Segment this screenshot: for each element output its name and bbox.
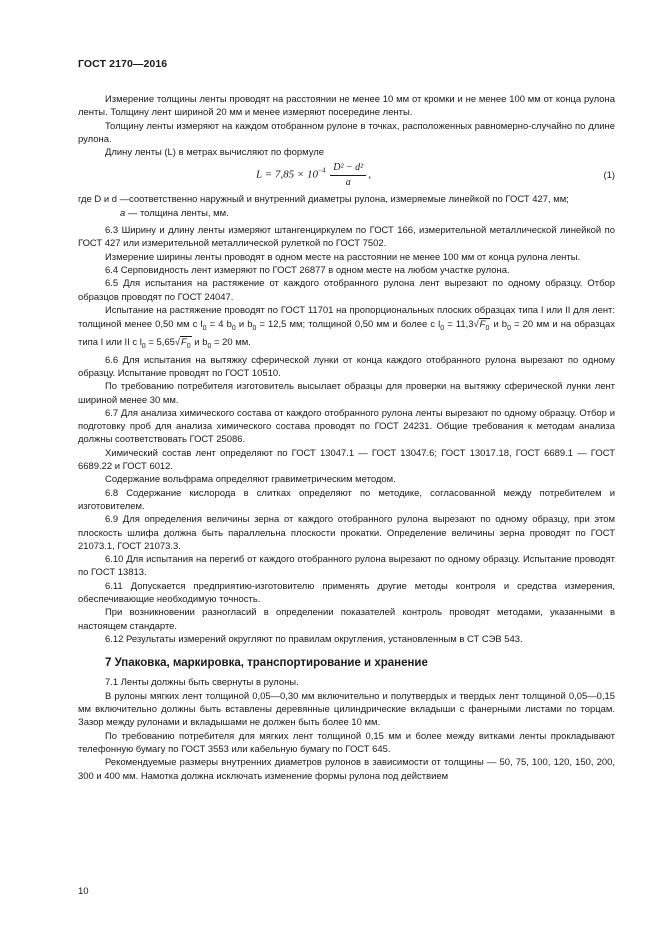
formula-exponent: −4 bbox=[318, 167, 326, 176]
paragraph: 6.8 Содержание кислорода в слитках определяют по методике, согласованной между потребителем и изготовителем. bbox=[78, 487, 615, 512]
formula-denominator: a bbox=[345, 176, 351, 188]
paragraph: По требованию потребителя для мягких лент толщиной 0,15 мм и более между витками ленты прокладывают телефонную бумагу по ГОСТ 3553 или кабельную бумагу по ГОСТ 645. bbox=[78, 730, 615, 755]
subscript: 0 bbox=[252, 324, 257, 332]
symbol-F: F bbox=[181, 336, 187, 348]
paragraph: 6.4 Серповидность лент измеряют по ГОСТ 26877 в одном месте на любом участке рулона. bbox=[105, 264, 510, 276]
where-item bbox=[78, 207, 615, 220]
document-body bbox=[78, 93, 615, 783]
formula-tail: , bbox=[368, 168, 371, 181]
subscript: 0 bbox=[231, 324, 236, 332]
paragraph: 6.10 Для испытания на перегиб от каждого отобранного рулона вырезают по одному образцу. Испытание проводят по ГОСТ 13813. bbox=[78, 554, 615, 579]
paragraph: Толщину ленты измеряют на каждом отобранном рулоне в точках, расположенных равномерно-случайно по длине рулона. bbox=[78, 120, 615, 145]
subscript: 0 bbox=[485, 324, 490, 332]
paragraph-tensile: Испытание на растяжение проводят по ГОСТ 11701 на пропорциональных плоских образцах типа I или II для лент: толщиной менее 0,50 мм с $l_0 = 4$ $b_0$ и $b_0 = 12,5$ мм; толщиной 0,50 мм и более с $l_0 = 11,3√F_0$ и $b_0 = 20$ мм и на образцах типа I или II с $l_0 = 5,65√F_0$ и $b_0 = 20$ мм. bbox=[78, 304, 616, 350]
subscript: 0 bbox=[202, 324, 207, 332]
formula-expression bbox=[256, 161, 371, 189]
subscript: 0 bbox=[440, 324, 445, 332]
where-text: соответственно наружный и внутренний диаметры рулона, измеряемые линейкой по ГОСТ 427, мм; bbox=[129, 194, 569, 206]
symbol-F: F bbox=[479, 318, 486, 330]
sqrt-F0 bbox=[479, 318, 491, 330]
paragraph: Содержание вольфрама определяют гравиметрическим методом. bbox=[105, 474, 396, 486]
where-label: где D и d — bbox=[78, 194, 130, 206]
section-title: 7 Упаковка, маркировка, транспортирование и хранение bbox=[105, 657, 428, 670]
text-run: и b bbox=[191, 336, 208, 348]
formula-numerator: D² − d² bbox=[330, 161, 366, 175]
formula-lhs: L = 7,85 × 10 bbox=[256, 168, 319, 181]
paragraph: По требованию потребителя изготовитель высылает образцы для проверки на вытяжку сферической лунки лент шириной менее 30 мм. bbox=[78, 381, 615, 406]
paragraph: 6.9 Для определения величины зерна от каждого отобранного рулона вырезают по одному образцу, при этом плоскость шлифа должна быть параллельна плоскости прокатки. Определение величины зерна проводят по ГОСТ 21073.1, ГОСТ 21073.3. bbox=[78, 514, 615, 552]
subscript: 0 bbox=[141, 342, 146, 350]
paragraph: 6.7 Для анализа химического состава от каждого отобранного рулона ленты вырезают по одному образцу. Отбор и подготовку проб для анализа химического состава проводят по ГОСТ 24231. Общие требования к методам анализа должны соответствовать ГОСТ 25086. bbox=[78, 407, 615, 446]
formula-1 bbox=[78, 159, 615, 193]
paragraph: 6.5 Для испытания на растяжение от каждого отобранного рулона лент вырезают по одному образцу. Отбор образцов проводят по ГОСТ 24047. bbox=[78, 278, 615, 303]
paragraph: 6.11 Допускается предприятию-изготовителю применять другие методы контроля и средства измерения, обеспечивающие необходимую точность. bbox=[78, 580, 615, 605]
formula-number: (1) bbox=[603, 170, 615, 182]
paragraph: 7.1 Ленты должны быть свернуты в рулоны. bbox=[105, 677, 299, 689]
formula-fraction bbox=[330, 161, 366, 189]
paragraph: Измерение толщины ленты проводят на расстоянии не менее 10 мм от кромки и не менее 100 мм от конца рулона ленты. Толщину лент шириной 20 мм и менее измеряют посередине ленты. bbox=[78, 94, 615, 119]
paragraph: Рекомендуемые размеры внутренних диаметров рулонов в зависимости от толщины — 50, 75, 100, 120, 150, 200, 300 и 400 мм. Намотка должна исключать изменение формы рулона под действием bbox=[78, 757, 615, 782]
paragraph: 6.3 Ширину и длину ленты измеряют штангенциркулем по ГОСТ 166, измерительной металлической линейкой по ГОСТ 427 или измерительной металлической рулеткой по ГОСТ 7502. bbox=[78, 225, 615, 250]
paragraph: 6.6 Для испытания на вытяжку сферической лунки от конца каждого отобранного рулона вырезают по одному образцу. Испытание проводят по ГОСТ 10510. bbox=[78, 354, 615, 379]
paragraph: 6.12 Результаты измерений округляют по правилам округления, установленным в СТ СЭВ 543. bbox=[105, 633, 523, 645]
text-run: = 4 b bbox=[206, 318, 232, 330]
text-run: = 12,5 мм; толщиной 0,50 мм и более с l bbox=[256, 318, 441, 330]
where-label: a — bbox=[120, 207, 138, 219]
paragraph: Длину ленты (L) в метрах вычисляют по формуле bbox=[105, 147, 325, 159]
text-run: = 11,3 bbox=[444, 318, 474, 330]
text-run: и b bbox=[490, 318, 508, 330]
text-run: = 5,65 bbox=[145, 336, 175, 348]
page-number: 10 bbox=[78, 886, 89, 897]
subscript: 0 bbox=[207, 342, 212, 350]
text-run: и b bbox=[235, 318, 253, 330]
document-header: ГОСТ 2170—2016 bbox=[78, 58, 168, 70]
where-item bbox=[78, 193, 615, 206]
text-run: = 20 мм. bbox=[211, 336, 251, 348]
sqrt-F0 bbox=[180, 336, 192, 348]
subscript: 0 bbox=[186, 342, 191, 350]
paragraph: В рулоны мягких лент толщиной 0,05—0,30 мм включительно и полутвердых и твердых лент толщиной 0,05—0,15 мм включительно должны быть вставлены деревянные цилиндрические вкладыши с фанерными листами по торцам. Зазор между рулонами и вкладышами не должен быть более 10 мм. bbox=[78, 690, 615, 729]
text-run: = 20 мм и на образцах типа I или II с l bbox=[78, 318, 616, 348]
paragraph: При возникновении разногласий в определении показателей контроль проводят методами, указанными в настоящем стандарте. bbox=[78, 607, 615, 632]
paragraph: Химический состав лент определяют по ГОСТ 13047.1 — ГОСТ 13047.6; ГОСТ 13017.18, ГОСТ 6689.1 — ГОСТ 6689.22 и ГОСТ 6012. bbox=[78, 447, 615, 473]
text-run: Испытание на растяжение проводят по ГОСТ 11701 на пропорциональных плоских образцах типа I или II для лент: толщиной менее 0,50 мм с l bbox=[78, 304, 615, 330]
subscript: 0 bbox=[507, 324, 511, 332]
where-text: толщина ленты, мм. bbox=[139, 207, 229, 219]
paragraph: Измерение ширины ленты проводят в одном месте на расстоянии не менее 100 мм от конца рулона ленты. bbox=[105, 251, 581, 263]
